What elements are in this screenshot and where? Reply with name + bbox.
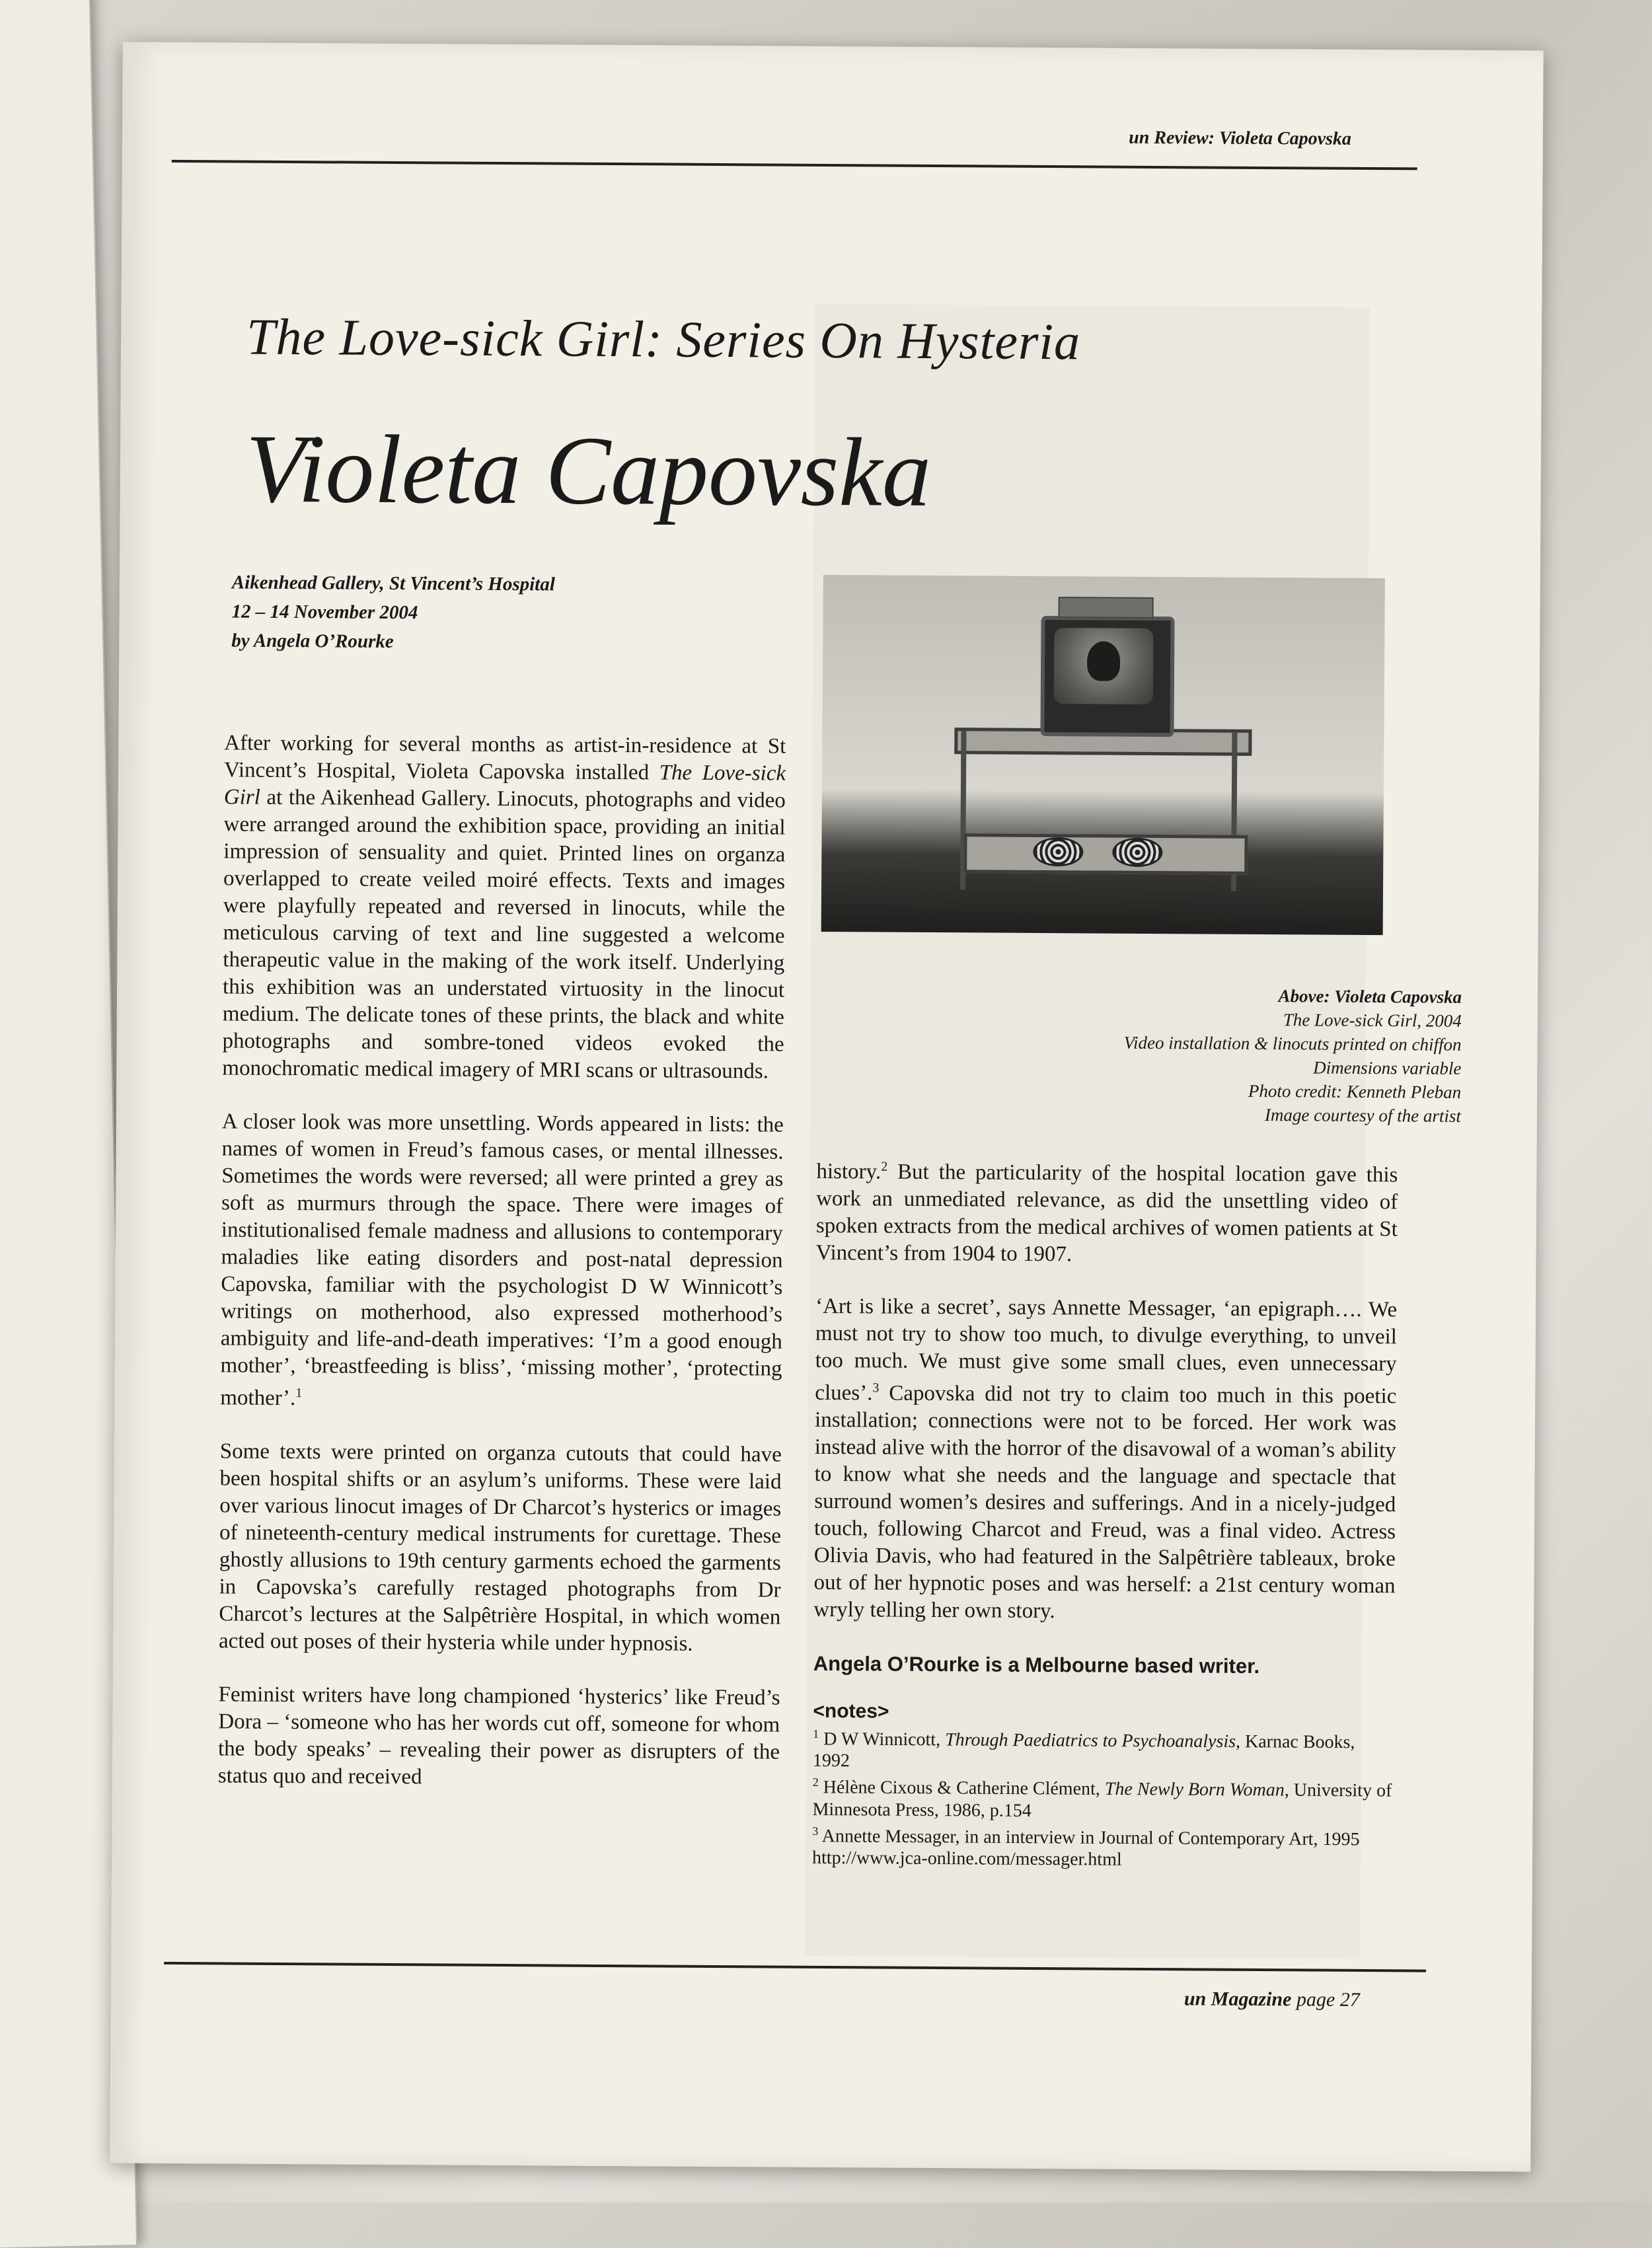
paragraph-5-text-b: But the particularity of the hospital location gave this work an unmediated relevance, as did the unsettling video of spoken extracts from the medical archives of women patients at St Vincent’s from 1904 to 1907.: [815, 1160, 1398, 1267]
magazine-page: [110, 42, 1544, 2171]
caption-lead: Above: Violeta Capovska: [1278, 986, 1462, 1007]
figure-on-screen: [1087, 641, 1120, 681]
footnote-2-title: The Newly Born Woman: [1104, 1779, 1285, 1801]
right-column: [812, 1153, 1398, 1872]
article-title: Violeta Capovska: [245, 414, 932, 527]
footer-magazine: un Magazine: [1183, 1988, 1292, 2011]
paragraph-4: Feminist writers have long championed ‘hysterics’ like Freud’s Dora – ‘someone who has her words cut off, someone for whom the body speaks’ – revealing their power as disrupters of the status quo and received: [217, 1682, 780, 1789]
footnote-ref: 2: [881, 1159, 888, 1174]
caption-medium: Video installation & linocuts printed on chiffon: [1123, 1032, 1462, 1055]
footnote-number: 2: [812, 1776, 819, 1789]
left-column: [217, 730, 786, 1819]
footnote-3-text: Annette Messager, in an interview in Journal of Contemporary Art, 1995: [818, 1825, 1360, 1850]
paragraph-1-text-b: at the Aikenhead Gallery. Linocuts, photographs and video were arranged around the exhibition space, providing an initial impression of sensuality and quiet. Printed lines on organza overlapped to create veiled moiré effects. Texts and images were playfully repeated and reversed in linocuts, while the meticulous carving of text and line suggested a welcome therapeutic value in the making of the work itself. Underlying this exhibition was an understated virtuosity in the linocut medium. The delicate tones of these prints, the black and white photographs and sombre-toned videos evoked the monochromatic medical imagery of MRI scans or ultrasounds.: [222, 785, 786, 1084]
television: [1040, 616, 1174, 737]
footnote-1: [813, 1723, 1394, 1776]
dates: 12 – 14 November 2004: [231, 601, 418, 624]
footnote-1-title: Through Paediatrics to Psychoanalysis: [945, 1729, 1236, 1752]
paragraph-5-text-a: history.: [816, 1159, 882, 1184]
footnote-2-text-b: , University of Minnesota Press, 1986, p.154: [812, 1780, 1392, 1821]
footnote-number: 1: [813, 1727, 819, 1741]
footnote-url[interactable]: http://www.jca-online.com/messager.html: [811, 1847, 1122, 1870]
footnote-number: 3: [812, 1824, 819, 1838]
footnote-2-text-a: Hélène Cixous & Catherine Clément,: [818, 1777, 1105, 1800]
trolley-lower-shelf: [963, 833, 1248, 875]
installation-photo: [821, 575, 1385, 935]
byline: by Angela O’Rourke: [231, 630, 394, 652]
caption-courtesy: Image courtesy of the artist: [1264, 1105, 1462, 1126]
notes-heading: <notes>: [813, 1700, 889, 1723]
paragraph-2: [220, 1108, 784, 1415]
paragraph-1-text-a: After working for several months as artist-in-residence at St Vincent’s Hospital, Violeta Capovska installed: [223, 731, 786, 785]
footnote-ref: 3: [872, 1380, 880, 1396]
tv-screen: [1054, 628, 1154, 704]
paragraph-6-text-b: Capovska did not try to claim too much in this poetic installation; connections were not to be forced. Her work was instead alive with the horror of the disavowal of a woman’s ability to know what she needs and the language and spectacle that surround women’s desires and sufferings. And in a nicely-judged touch, following Charcot and Freud, was a final video. Actress Olivia Davis, who had featured in the Salpêtrière tableaux, broke out of her hypnotic poses and was herself: a 21st century woman wryly telling her own story.: [813, 1381, 1397, 1624]
footnotes: [812, 1700, 1395, 1872]
paragraph-5: [816, 1153, 1398, 1270]
linocut-print: [1033, 837, 1083, 866]
caption-title: The Love-sick Girl, 2004: [1283, 1010, 1462, 1031]
running-head-subject: Violeta Capovska: [1219, 128, 1352, 149]
top-rule: [172, 160, 1417, 170]
bottom-rule: [164, 1962, 1426, 1972]
paragraph-3: Some texts were printed on organza cutouts that could have been hospital shifts or an asylum’s uniforms. These were laid over various linocut images of Dr Charcot’s hysterics or images of nineteenth-century medical instruments for curettage. These ghostly allusions to 19th century garments echoed the garments in Capovska’s carefully restaged photographs from Dr Charcot’s lectures at the Salpêtrière Hospital, in which women acted out poses of their hysteria while under hypnosis.: [218, 1439, 782, 1656]
video-player: [1059, 597, 1154, 618]
footnote-1-text-b: , Karnac Books, 1992: [812, 1731, 1355, 1772]
footnote-1-text-a: D W Winnicott,: [819, 1729, 946, 1750]
paragraph-1: [222, 730, 786, 1085]
article-meta: [231, 568, 555, 657]
paragraph-6-text-a: ‘Art is like a secret’, says Annette Messager, ‘an epigraph…. We must not try to show too much, to divulge everything, to unveil too much. We must give some small clues, even unnecessary clues’.: [815, 1294, 1398, 1405]
article-subtitle: The Love-sick Girl: Series On Hysteria: [246, 307, 1081, 371]
linocut-print: [1112, 838, 1162, 867]
running-head: un Review: Violeta Capovska: [1129, 127, 1352, 149]
venue: Aikenhead Gallery, St Vincent’s Hospital: [231, 572, 555, 595]
footnote-3: [812, 1820, 1394, 1851]
footnote-ref: 1: [295, 1386, 303, 1401]
caption-dimensions: Dimensions variable: [1313, 1057, 1462, 1078]
photo-caption: [817, 981, 1462, 1128]
footnote-2: [812, 1772, 1394, 1824]
paragraph-2-text: A closer look was more unsettling. Words appeared in lists: the names of women in Freud’s famous cases, or mental illnesses. Sometimes the words were reversed; all were printed a grey as soft as murmurs through the space. There were images of institutionalised female madness and allusions to contemporary maladies like eating disorders and post-natal depression Capovska, familiar with the psychologist D W Winnicott’s writings on motherhood, also expressed motherhood’s ambiguity and life-and-death imperatives: ‘I’m a good enough mother’, ‘breastfeeding is bliss’, ‘missing mother’, ‘protecting mother’.: [220, 1109, 784, 1411]
page-footer: [1184, 1988, 1360, 2011]
author-bio: Angela O’Rourke is a Melbourne based writer.: [813, 1651, 1260, 1678]
running-head-magazine: un Review: [1129, 127, 1209, 149]
work-title: The Love-sick Girl: [223, 761, 786, 809]
paragraph-6: [813, 1293, 1397, 1627]
caption-credit: Photo credit: Kenneth Pleban: [1248, 1080, 1462, 1102]
page-number: page 27: [1296, 1988, 1360, 2011]
